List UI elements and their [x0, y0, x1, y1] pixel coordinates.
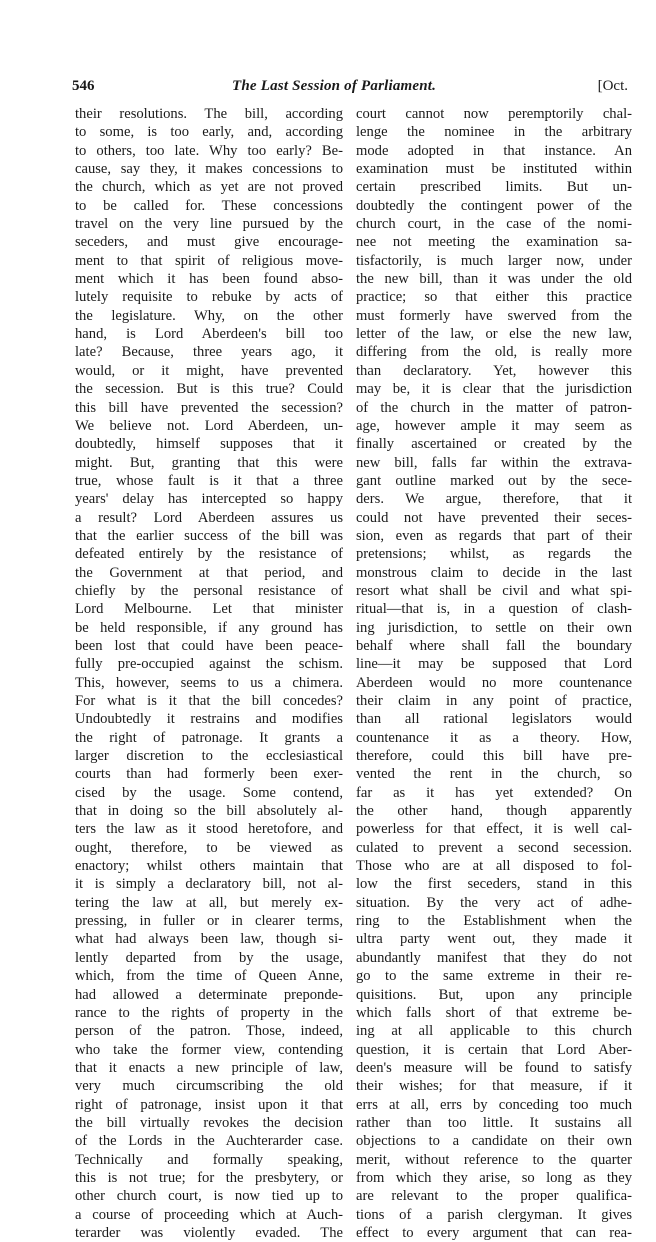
- text-line: this is not true; for the presbytery, or: [75, 1169, 343, 1186]
- text-line: the other hand, though apparently: [356, 803, 632, 820]
- text-line: had allowed a determinate preponde-: [75, 986, 343, 1003]
- text-line: the Government at that period, and: [75, 564, 343, 581]
- text-line: hand, is Lord Aberdeen's bill too: [75, 326, 343, 343]
- text-line: their resolutions. The bill, according: [75, 106, 343, 122]
- text-line: doubtedly the contingent power of the: [356, 197, 632, 214]
- text-line: travel on the very line pursued by the: [75, 216, 343, 233]
- text-line: to some, is too early, and, according: [75, 124, 343, 141]
- text-line: the secession. But is this true? Could: [75, 381, 343, 398]
- text-line: person of the patron. Those, indeed,: [75, 1023, 343, 1040]
- text-line: tions of a parish clergyman. It gives: [356, 1206, 632, 1223]
- text-line: low the first seceders, stand in this: [356, 876, 632, 893]
- text-line: seceders, and must give encourage-: [75, 234, 343, 251]
- text-line: mode adopted in that instance. An: [356, 142, 632, 159]
- text-line: culated to prevent a second secession.: [356, 839, 632, 856]
- text-line: church court, in the case of the nomi-: [356, 216, 632, 233]
- text-line: what had always been law, though si-: [75, 931, 343, 948]
- text-line: which falls short of that extreme be-: [356, 1004, 632, 1021]
- text-line: tisfactorily, is much larger now, under: [356, 252, 632, 269]
- text-line: ment to that spirit of religious move-: [75, 252, 343, 269]
- text-line: Aberdeen would no more countenance: [356, 674, 632, 691]
- text-line: this bill have prevented the secession?: [75, 399, 343, 416]
- text-line: lently departed from by the usage,: [75, 949, 343, 966]
- text-line: ment which it has been found abso-: [75, 271, 343, 288]
- running-title: The Last Session of Parliament.: [232, 78, 437, 94]
- text-line: Those who are at all disposed to fol-: [356, 858, 632, 875]
- right-text-column: [356, 105, 632, 1242]
- text-line: of the Lords in the Auchterarder case.: [75, 1133, 343, 1150]
- text-line: nee not meeting the examination sa-: [356, 234, 632, 251]
- text-line: Undoubtedly it restrains and modifies: [75, 711, 343, 728]
- text-line: sion, even as regards that part of their: [356, 527, 632, 544]
- text-line: to others, too late. Why too early? Be-: [75, 142, 343, 159]
- text-line: lenge the nominee in the arbitrary: [356, 124, 632, 141]
- text-line: of the church in the matter of patron-: [356, 399, 632, 416]
- text-line: ultra party went out, they made it: [356, 931, 632, 948]
- text-line: ritual—that is, in a question of clash-: [356, 601, 632, 618]
- text-line: question, it is certain that Lord Aber-: [356, 1041, 632, 1058]
- text-line: their wishes; for that measure, if it: [356, 1078, 632, 1095]
- text-line: far as it has yet extended? On: [356, 784, 632, 801]
- text-line: which, from the time of Queen Anne,: [75, 968, 343, 985]
- text-line: ters the law as it stood heretofore, and: [75, 821, 343, 838]
- text-line: right of patronage, insist upon it that: [75, 1096, 343, 1113]
- text-line: chiefly by the personal resistance of: [75, 582, 343, 599]
- text-line: resort what shall be civil and what spi-: [356, 582, 632, 599]
- text-line: fully pre-occupied against the schism.: [75, 656, 343, 673]
- text-line: gant outline marked out by the sece-: [356, 472, 632, 489]
- text-line: We believe not. Lord Aberdeen, un-: [75, 417, 343, 434]
- text-line: than all rational legislators would: [356, 711, 632, 728]
- text-line: very much circumscribing the old: [75, 1078, 343, 1095]
- text-line: than declaratory. Yet, however this: [356, 362, 632, 379]
- text-line: pretensions; whilst, as regards the: [356, 546, 632, 563]
- text-line: that the earlier success of the bill was: [75, 527, 343, 544]
- page-number: 546: [72, 78, 95, 94]
- text-line: court cannot now peremptorily chal-: [356, 106, 632, 122]
- text-line: pressing, in fuller or in clearer terms,: [75, 913, 343, 930]
- text-line: to be called for. These concessions: [75, 197, 343, 214]
- text-line: courts than had formerly been exer-: [75, 766, 343, 783]
- text-line: rather than too little. It sustains all: [356, 1114, 632, 1131]
- text-line: This, however, seems to us a chimera.: [75, 674, 343, 691]
- text-line: would, or it might, have prevented: [75, 362, 343, 379]
- text-line: years' delay has intercepted so happy: [75, 491, 343, 508]
- text-line: late? Because, three years ago, it: [75, 344, 343, 361]
- text-line: cised by the usage. Some contend,: [75, 784, 343, 801]
- text-line: Technically and formally speaking,: [75, 1151, 343, 1168]
- text-line: true, whose fault is it that a three: [75, 472, 343, 489]
- text-line: been lost that could have been peace-: [75, 637, 343, 654]
- text-line: must formerly have swerved from the: [356, 307, 632, 324]
- text-line: their claim in any point of practice,: [356, 693, 632, 709]
- left-text-column: [75, 105, 343, 1242]
- text-line: it is simply a declaratory bill, not al-: [75, 876, 343, 893]
- text-line: who take the former view, contending: [75, 1041, 343, 1058]
- text-line: go to the same extreme in their re-: [356, 968, 632, 985]
- text-line: terarder was violently evaded. The: [75, 1224, 343, 1241]
- text-line: behalf where shall fall the boundary: [356, 637, 632, 654]
- text-line: enactory; whilst others maintain that: [75, 858, 343, 875]
- text-line: a course of proceeding which at Auch-: [75, 1206, 343, 1223]
- text-line: that in doing so the bill absolutely al-: [75, 803, 343, 820]
- text-line: new bill, falls far within the extrava-: [356, 454, 632, 471]
- text-line: be held responsible, if any ground has: [75, 619, 343, 636]
- text-line: countenance it as a theory. How,: [356, 729, 632, 746]
- text-line: may be, it is clear that the jurisdiction: [356, 381, 632, 398]
- text-line: letter of the law, or else the new law,: [356, 326, 632, 343]
- text-line: the church, which as yet are not proved: [75, 179, 343, 196]
- text-line: could not have prevented their seces-: [356, 509, 632, 526]
- text-line: objections to a candidate on their own: [356, 1133, 632, 1150]
- text-line: larger discretion to the ecclesiastical: [75, 748, 343, 765]
- text-line: merit, without reference to the quarter: [356, 1151, 632, 1168]
- running-header: [72, 78, 632, 98]
- text-line: ders. We argue, therefore, that it: [356, 491, 632, 508]
- text-line: the new bill, than it was under the old: [356, 271, 632, 288]
- text-line: examination must be instituted within: [356, 161, 632, 178]
- text-line: cause, say they, it makes concessions to: [75, 161, 343, 178]
- text-line: differing from the old, is really more: [356, 344, 632, 361]
- text-line: rance to the rights of property in the: [75, 1004, 343, 1021]
- text-line: the legislature. Why, on the other: [75, 307, 343, 324]
- text-line: line—it may be supposed that Lord: [356, 656, 632, 673]
- text-line: Lord Melbourne. Let that minister: [75, 601, 343, 618]
- text-line: quisitions. But, upon any principle: [356, 986, 632, 1003]
- text-line: the bill virtually revokes the decision: [75, 1114, 343, 1131]
- text-line: that it enacts a new principle of law,: [75, 1059, 343, 1076]
- text-line: doubtedly, himself supposes that it: [75, 436, 343, 453]
- text-line: from which they arise, so long as they: [356, 1169, 632, 1186]
- text-line: effect to every argument that can rea-: [356, 1224, 632, 1241]
- text-line: age, however ample it may seem as: [356, 417, 632, 434]
- text-line: deen's measure will be found to satisfy: [356, 1059, 632, 1076]
- text-line: ing jurisdiction, to settle on their own: [356, 619, 632, 636]
- text-line: finally ascertained or created by the: [356, 436, 632, 453]
- text-line: practice; so that either this practice: [356, 289, 632, 306]
- text-line: ought, therefore, to be viewed as: [75, 839, 343, 856]
- text-line: ing at all applicable to this church: [356, 1023, 632, 1040]
- text-line: other church court, is now tied up to: [75, 1188, 343, 1205]
- text-line: ring to the Establishment when the: [356, 913, 632, 930]
- text-line: certain prescribed limits. But un-: [356, 179, 632, 196]
- text-line: a result? Lord Aberdeen assures us: [75, 509, 343, 526]
- text-line: situation. By the very act of adhe-: [356, 894, 632, 911]
- text-line: might. But, granting that this were: [75, 454, 343, 471]
- text-line: monstrous claim to decide in the last: [356, 564, 632, 581]
- text-line: tering the law at all, but merely ex-: [75, 894, 343, 911]
- text-line: lutely requisite to rebuke by acts of: [75, 289, 343, 306]
- text-line: errs at all, errs by conceding too much: [356, 1096, 632, 1113]
- text-line: vented the rent in the church, so: [356, 766, 632, 783]
- running-date: [Oct.: [597, 78, 628, 94]
- text-line: the right of patronage. It grants a: [75, 729, 343, 746]
- text-line: therefore, could this bill have pre-: [356, 748, 632, 765]
- text-line: defeated entirely by the resistance of: [75, 546, 343, 563]
- text-line: are relevant to the proper qualifica-: [356, 1188, 632, 1205]
- text-line: powerless for that effect, it is well cal-: [356, 821, 632, 838]
- text-line: For what is it that the bill concedes?: [75, 693, 343, 709]
- text-line: abundantly manifest that they do not: [356, 949, 632, 966]
